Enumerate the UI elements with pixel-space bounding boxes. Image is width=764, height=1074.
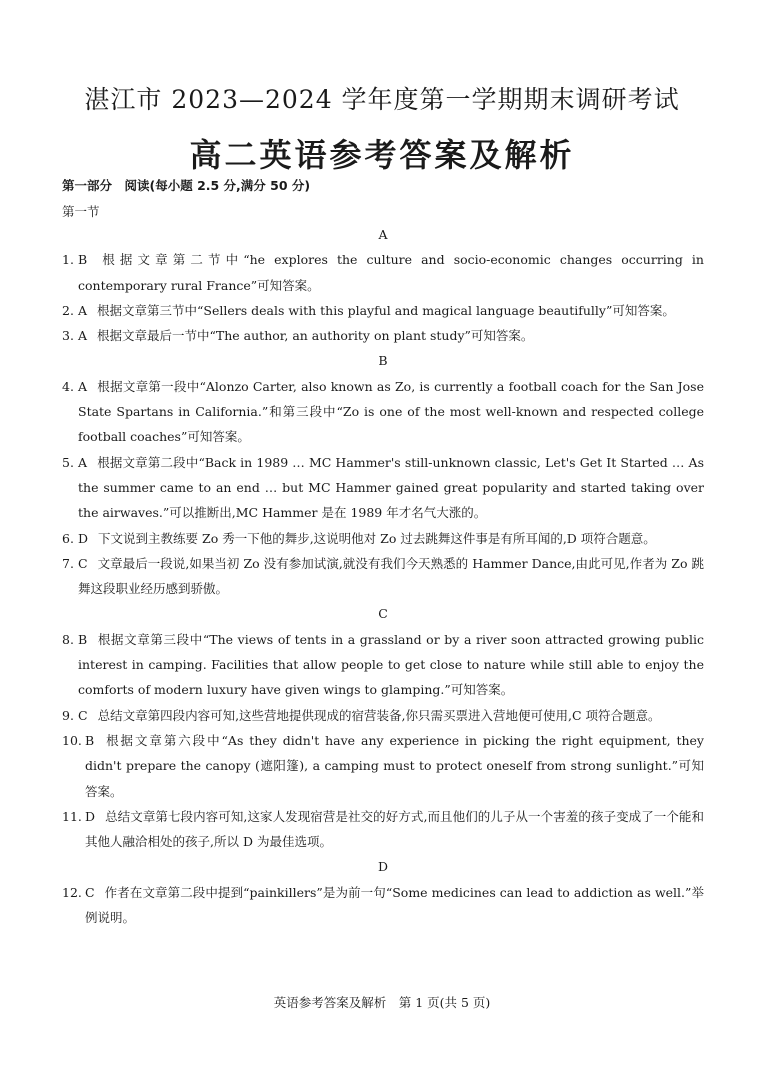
exam-title: 湛江市 2023—2024 学年度第一学期期末调研考试 [84, 85, 680, 114]
answer-body [62, 222, 704, 930]
explanation: 根据文章第六段中“As they didn't have any experience in picking the right equipment, they didn't prepare the canopy (遮阳篷), a camping must to protect oneself from strong sunlight.”可知答案。 [85, 732, 704, 799]
question-number: 9. [62, 707, 74, 723]
question-number: 3. [62, 328, 74, 344]
question-number: 12. [62, 884, 82, 900]
document-title: 高二英语参考答案及解析 [189, 136, 575, 174]
explanation: 下文说到主教练要 Zo 秀一下他的舞步,这说明他对 Zo 过去跳舞这件事是有所耳闻的,D 项符合题意。 [98, 530, 656, 546]
answer-choice: C [85, 884, 95, 900]
question-number: 11. [62, 808, 82, 824]
explanation: 根据文章第三段中“The views of tents in a grassland or by a river soon attracted growing public interest in camping. Facilities that allow people to get close to nature while still able to enjoy the comforts of modern luxury have given wings to glamping.”可知答案。 [78, 631, 704, 698]
answer-item [62, 298, 704, 323]
passage-letter: B [378, 353, 388, 369]
explanation: 总结文章第七段内容可知,这家人发现宿营是社交的好方式,而且他们的儿子从一个害羞的孩子变成了一个能和其他人融洽相处的孩子,所以 D 为最佳选项。 [85, 808, 704, 850]
answer-choice: A [78, 302, 88, 318]
answer-item [62, 703, 704, 728]
answer-choice: C [78, 555, 88, 571]
answer-choice: A [78, 454, 88, 470]
answer-choice: A [78, 378, 88, 394]
passage-letter: A [378, 227, 388, 242]
answer-item [62, 247, 704, 298]
answer-choice: B [78, 252, 88, 268]
answer-choice: B [78, 631, 88, 647]
explanation: 根据文章第一段中“Alonzo Carter, also known as Zo, is currently a football coach for the San Jose State Spartans in California.”和第三段中“Zo is one of the most well-known and respected college football coaches”可知答案。 [78, 378, 704, 445]
question-number: 10. [62, 732, 82, 748]
passage-letter: D [377, 859, 389, 875]
explanation: 文章最后一段说,如果当初 Zo 没有参加试演,就没有我们今天熟悉的 Hammer Dance,由此可见,作者为 Zo 跳舞这段职业经历感到骄傲。 [78, 555, 704, 597]
page-footer: 英语参考答案及解析 第 1 页(共 5 页) [273, 995, 491, 1010]
answer-choice: C [78, 707, 88, 723]
answer-item [62, 526, 704, 551]
explanation: 根据文章第三节中“Sellers deals with this playful and magical language beautifully”可知答案。 [97, 302, 675, 318]
explanation: 根据文章第二段中“Back in 1989 … MC Hammer's still-unknown classic, Let's Get It Started … As the summer came to an end … but MC Hammer gained great popularity and started taking over the airwaves.”可以推断出,MC Hammer 是在 1989 年才名气大涨的。 [78, 454, 704, 521]
answer-choice: D [85, 808, 96, 824]
answer-item [62, 374, 704, 450]
question-number: 5. [62, 454, 74, 470]
question-number: 2. [62, 302, 74, 318]
passage-letter: C [378, 606, 388, 622]
explanation: 根据文章最后一节中“The author, an authority on plant study”可知答案。 [97, 328, 534, 344]
question-number: 1. [62, 252, 74, 268]
section-heading: 第一节 [62, 204, 100, 219]
question-number: 4. [62, 378, 74, 394]
answer-choice: B [85, 732, 95, 748]
answer-choice: D [78, 530, 89, 546]
answer-choice: A [78, 328, 88, 344]
answer-item [62, 728, 704, 804]
answer-item [62, 323, 704, 348]
explanation: 根据文章第二节中“he explores the culture and socio-economic changes occurring in contemporary rural France”可知答案。 [78, 252, 704, 293]
answer-item [62, 880, 704, 931]
answer-item [62, 804, 704, 855]
answer-item [62, 450, 704, 526]
part-heading: 第一部分 阅读(每小题 2.5 分,满分 50 分) [62, 178, 311, 193]
explanation: 总结文章第四段内容可知,这些营地提供现成的宿营装备,你只需买票进入营地便可使用,C 项符合题意。 [97, 707, 661, 723]
question-number: 7. [62, 555, 74, 571]
answer-item [62, 551, 704, 602]
explanation: 作者在文章第二段中提到“painkillers”是为前一句“Some medicines can lead to addiction as well.”举例说明。 [85, 884, 704, 926]
question-number: 6. [62, 530, 74, 546]
question-number: 8. [62, 631, 74, 647]
answer-item [62, 627, 704, 703]
